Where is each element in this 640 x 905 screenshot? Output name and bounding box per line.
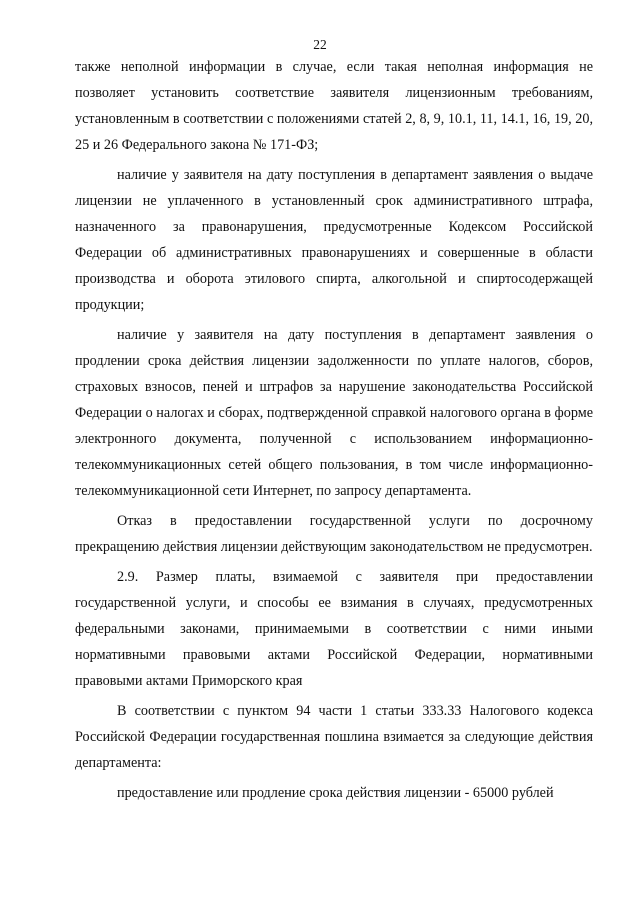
paragraph-2-fine-condition: наличие у заявителя на дату поступления в департамент заявления о выдаче лицензии не уплаченного в установленный срок административного штрафа, назначенного за правонарушения, предусмотренные Кодексом Российской Федерации об административных правонарушениях и совершенные в области производства и оборота этилового спирта, алкогольной и спиртосодержащей продукции;: [75, 167, 593, 313]
paragraph-7-fee-amount: предоставление или продление срока действия лицензии - 65000 рублей: [117, 785, 554, 801]
page-number: 22: [313, 37, 327, 52]
paragraph-1-continuation: также неполной информации в случае, если такая неполная информация не позволяет установить соответствие заявителя лицензионным требованиям, установленным в соответствии с положениями статей 2, 8, 9, 10.1, 11, 14.1, 16, 19, 20, 25 и 26 Федерального закона № 171-ФЗ;: [75, 59, 593, 153]
paragraph-4-refusal-note: Отказ в предоставлении государственной услуги по досрочному прекращению действия лицензии действующим законодательством не предусмотрен.: [75, 513, 593, 555]
document-body: [75, 54, 593, 806]
section-2-9-heading: 2.9. Размер платы, взимаемой с заявителя при предоставлении государственной услуги, и способы ее взимания в случаях, предусмотренных федеральными законами, принимаемыми в соответствии с ними иными нормативными правовыми актами Российской Федерации, нормативными правовыми актами Приморского края: [75, 569, 593, 689]
paragraph-6-tax-code-reference: В соответствии с пунктом 94 части 1 статьи 333.33 Налогового кодекса Российской Федерации государственная пошлина взимается за следующие действия департамента:: [75, 703, 593, 771]
paragraph-3-tax-debt-condition: наличие у заявителя на дату поступления в департамент заявления о продлении срока действия лицензии задолженности по уплате налогов, сборов, страховых взносов, пеней и штрафов за нарушение законодательства Российской Федерации о налогах и сборах, подтвержденной справкой налогового органа в форме электронного документа, полученной с использованием информационно-телекоммуникационных сетей общего пользования, в том числе информационно-телекоммуникационной сети Интернет, по запросу департамента.: [75, 327, 593, 499]
